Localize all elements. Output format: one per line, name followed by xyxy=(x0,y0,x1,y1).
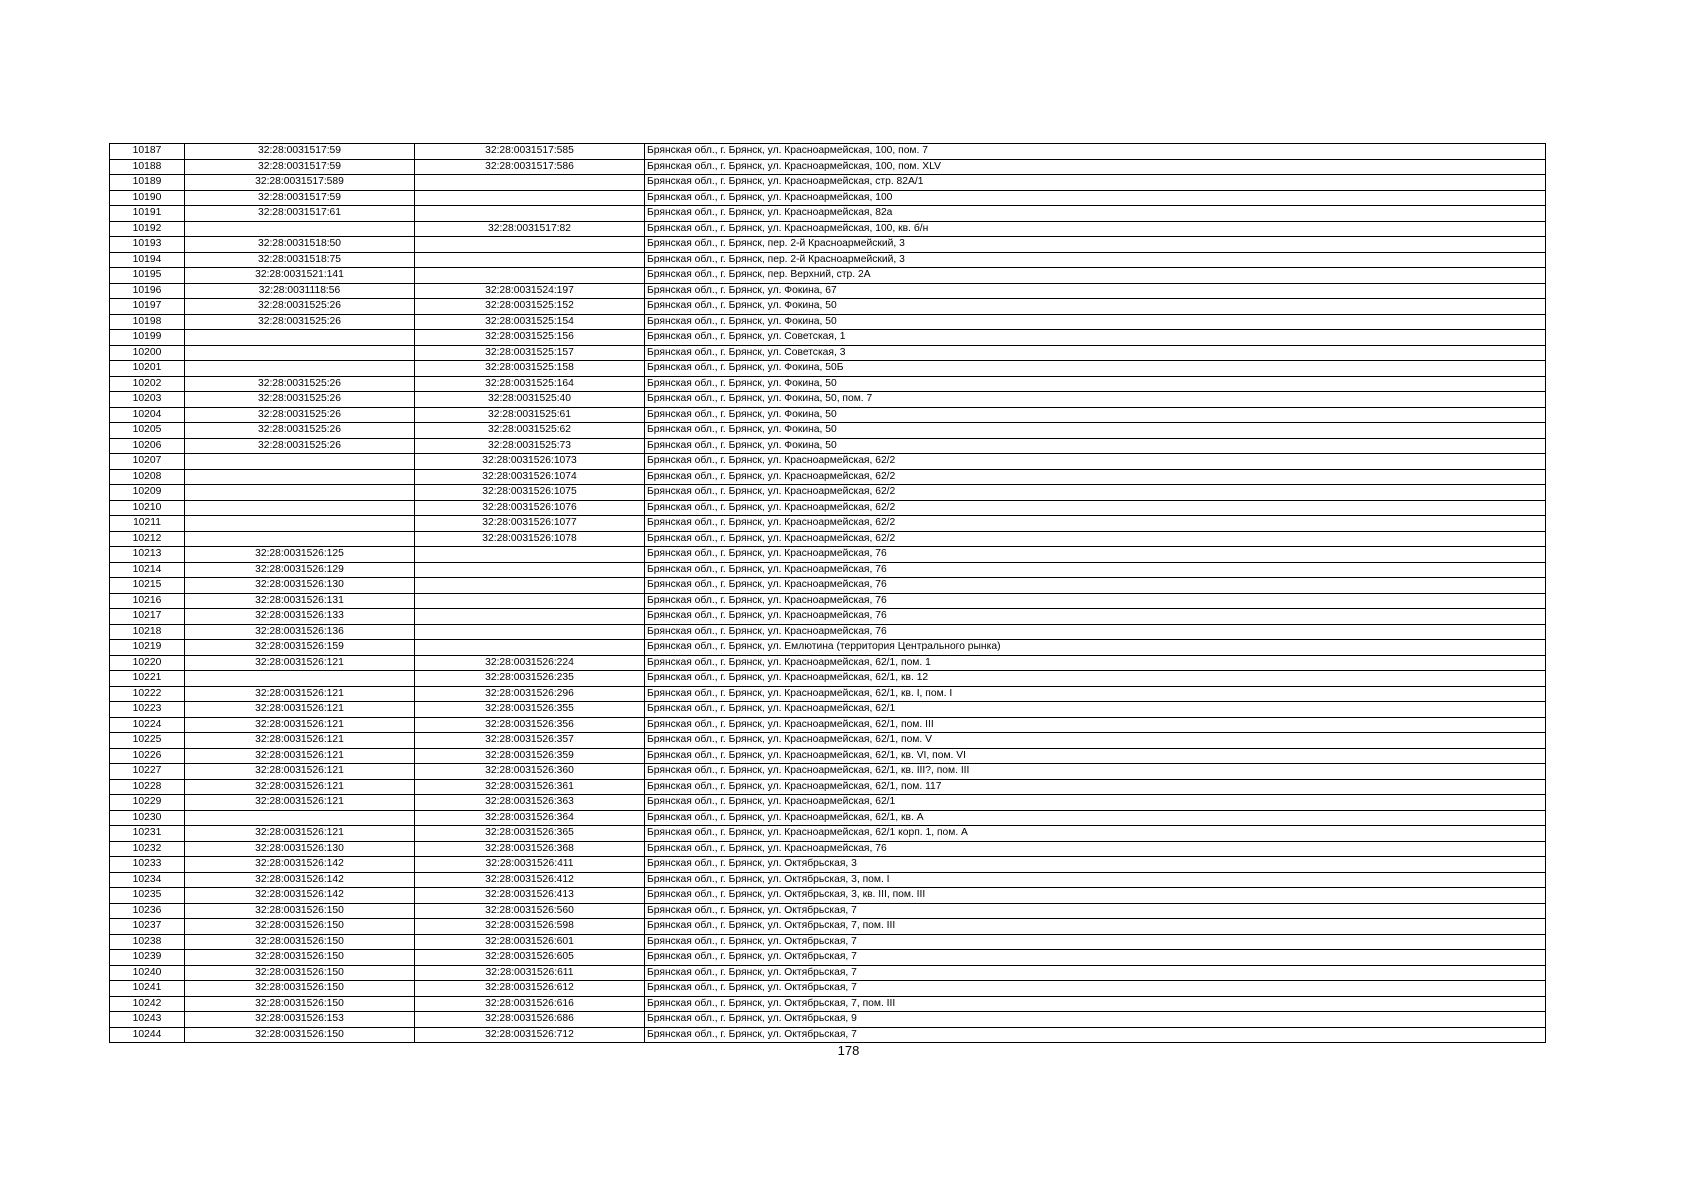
cadastral-number-cell: 32:28:0031525:154 xyxy=(415,314,645,330)
parent-cadastral-number-cell xyxy=(185,454,415,470)
row-number-cell: 10240 xyxy=(110,965,185,981)
row-number-cell: 10219 xyxy=(110,640,185,656)
address-cell: Брянская обл., г. Брянск, ул. Красноармейская, 62/1, кв. VI, пом. VI xyxy=(645,748,1546,764)
table-row xyxy=(110,221,1546,237)
parent-cadastral-number-cell: 32:28:0031526:153 xyxy=(185,1012,415,1028)
table-row xyxy=(110,888,1546,904)
cadastral-number-cell: 32:28:0031525:62 xyxy=(415,423,645,439)
row-number-cell: 10209 xyxy=(110,485,185,501)
row-number-cell: 10222 xyxy=(110,686,185,702)
cadastral-number-cell: 32:28:0031526:686 xyxy=(415,1012,645,1028)
table-row xyxy=(110,1027,1546,1043)
table-row xyxy=(110,531,1546,547)
cadastral-number-cell xyxy=(415,624,645,640)
row-number-cell: 10242 xyxy=(110,996,185,1012)
table-row xyxy=(110,717,1546,733)
cadastral-number-cell xyxy=(415,609,645,625)
row-number-cell: 10231 xyxy=(110,826,185,842)
address-cell: Брянская обл., г. Брянск, ул. Красноармейская, 62/2 xyxy=(645,454,1546,470)
row-number-cell: 10211 xyxy=(110,516,185,532)
table-row xyxy=(110,857,1546,873)
cadastral-number-cell: 32:28:0031526:712 xyxy=(415,1027,645,1043)
parent-cadastral-number-cell: 32:28:0031517:59 xyxy=(185,144,415,160)
parent-cadastral-number-cell: 32:28:0031525:26 xyxy=(185,376,415,392)
row-number-cell: 10243 xyxy=(110,1012,185,1028)
row-number-cell: 10213 xyxy=(110,547,185,563)
address-cell: Брянская обл., г. Брянск, ул. Фокина, 50, пом. 7 xyxy=(645,392,1546,408)
address-cell: Брянская обл., г. Брянск, ул. Октябрьская, 3, кв. III, пом. III xyxy=(645,888,1546,904)
parent-cadastral-number-cell: 32:28:0031526:136 xyxy=(185,624,415,640)
address-cell: Брянская обл., г. Брянск, ул. Фокина, 50 xyxy=(645,438,1546,454)
cadastral-number-cell: 32:28:0031525:156 xyxy=(415,330,645,346)
address-cell: Брянская обл., г. Брянск, ул. Красноармейская, 100 xyxy=(645,190,1546,206)
row-number-cell: 10215 xyxy=(110,578,185,594)
parent-cadastral-number-cell: 32:28:0031526:129 xyxy=(185,562,415,578)
row-number-cell: 10229 xyxy=(110,795,185,811)
parent-cadastral-number-cell: 32:28:0031526:133 xyxy=(185,609,415,625)
parent-cadastral-number-cell: 32:28:0031525:26 xyxy=(185,392,415,408)
table-row xyxy=(110,671,1546,687)
cadastral-number-cell: 32:28:0031526:616 xyxy=(415,996,645,1012)
row-number-cell: 10198 xyxy=(110,314,185,330)
registry-table xyxy=(109,143,1546,1043)
cadastral-number-cell xyxy=(415,190,645,206)
table-row xyxy=(110,330,1546,346)
row-number-cell: 10196 xyxy=(110,283,185,299)
table-row xyxy=(110,237,1546,253)
address-cell: Брянская обл., г. Брянск, ул. Октябрьская, 7, пом. III xyxy=(645,996,1546,1012)
table-row xyxy=(110,283,1546,299)
row-number-cell: 10203 xyxy=(110,392,185,408)
cadastral-number-cell: 32:28:0031526:601 xyxy=(415,934,645,950)
cadastral-number-cell: 32:28:0031526:356 xyxy=(415,717,645,733)
parent-cadastral-number-cell: 32:28:0031526:142 xyxy=(185,857,415,873)
parent-cadastral-number-cell xyxy=(185,469,415,485)
cadastral-number-cell xyxy=(415,593,645,609)
address-cell: Брянская обл., г. Брянск, ул. Фокина, 50Б xyxy=(645,361,1546,377)
parent-cadastral-number-cell: 32:28:0031526:150 xyxy=(185,981,415,997)
parent-cadastral-number-cell: 32:28:0031526:159 xyxy=(185,640,415,656)
cadastral-number-cell: 32:28:0031525:158 xyxy=(415,361,645,377)
table-row xyxy=(110,578,1546,594)
table-row xyxy=(110,485,1546,501)
address-cell: Брянская обл., г. Брянск, ул. Красноармейская, 76 xyxy=(645,593,1546,609)
cadastral-number-cell: 32:28:0031524:197 xyxy=(415,283,645,299)
cadastral-number-cell: 32:28:0031526:364 xyxy=(415,810,645,826)
row-number-cell: 10228 xyxy=(110,779,185,795)
address-cell: Брянская обл., г. Брянск, ул. Красноармейская, 62/1, пом. 1 xyxy=(645,655,1546,671)
parent-cadastral-number-cell: 32:28:0031526:130 xyxy=(185,578,415,594)
parent-cadastral-number-cell: 32:28:0031526:121 xyxy=(185,795,415,811)
row-number-cell: 10237 xyxy=(110,919,185,935)
table-row xyxy=(110,562,1546,578)
row-number-cell: 10239 xyxy=(110,950,185,966)
row-number-cell: 10207 xyxy=(110,454,185,470)
table-row xyxy=(110,795,1546,811)
address-cell: Брянская обл., г. Брянск, ул. Красноармейская, 76 xyxy=(645,578,1546,594)
table-row xyxy=(110,872,1546,888)
cadastral-number-cell xyxy=(415,547,645,563)
row-number-cell: 10204 xyxy=(110,407,185,423)
address-cell: Брянская обл., г. Брянск, ул. Фокина, 50 xyxy=(645,423,1546,439)
cadastral-number-cell: 32:28:0031526:363 xyxy=(415,795,645,811)
parent-cadastral-number-cell: 32:28:0031526:121 xyxy=(185,655,415,671)
row-number-cell: 10200 xyxy=(110,345,185,361)
row-number-cell: 10216 xyxy=(110,593,185,609)
cadastral-number-cell: 32:28:0031526:224 xyxy=(415,655,645,671)
cadastral-number-cell: 32:28:0031517:585 xyxy=(415,144,645,160)
row-number-cell: 10188 xyxy=(110,159,185,175)
address-cell: Брянская обл., г. Брянск, ул. Красноармейская, 62/1, пом. V xyxy=(645,733,1546,749)
address-cell: Брянская обл., г. Брянск, ул. Красноармейская, 62/1, пом. III xyxy=(645,717,1546,733)
row-number-cell: 10218 xyxy=(110,624,185,640)
address-cell: Брянская обл., г. Брянск, ул. Красноармейская, 100, пом. XLV xyxy=(645,159,1546,175)
row-number-cell: 10199 xyxy=(110,330,185,346)
parent-cadastral-number-cell: 32:28:0031517:59 xyxy=(185,190,415,206)
row-number-cell: 10244 xyxy=(110,1027,185,1043)
table-row xyxy=(110,423,1546,439)
page-number: 178 xyxy=(837,1043,860,1058)
row-number-cell: 10201 xyxy=(110,361,185,377)
table-row xyxy=(110,826,1546,842)
parent-cadastral-number-cell xyxy=(185,361,415,377)
row-number-cell: 10227 xyxy=(110,764,185,780)
table-row xyxy=(110,252,1546,268)
parent-cadastral-number-cell: 32:28:0031526:150 xyxy=(185,950,415,966)
cadastral-number-cell xyxy=(415,562,645,578)
address-cell: Брянская обл., г. Брянск, ул. Красноармейская, 62/1, пом. 117 xyxy=(645,779,1546,795)
row-number-cell: 10197 xyxy=(110,299,185,315)
parent-cadastral-number-cell: 32:28:0031525:26 xyxy=(185,438,415,454)
address-cell: Брянская обл., г. Брянск, ул. Октябрьская, 3 xyxy=(645,857,1546,873)
cadastral-number-cell xyxy=(415,206,645,222)
cadastral-number-cell: 32:28:0031525:157 xyxy=(415,345,645,361)
cadastral-number-cell xyxy=(415,268,645,284)
address-cell: Брянская обл., г. Брянск, ул. Красноармейская, 62/1 xyxy=(645,702,1546,718)
cadastral-number-cell: 32:28:0031517:82 xyxy=(415,221,645,237)
row-number-cell: 10190 xyxy=(110,190,185,206)
row-number-cell: 10202 xyxy=(110,376,185,392)
row-number-cell: 10241 xyxy=(110,981,185,997)
table-row xyxy=(110,624,1546,640)
address-cell: Брянская обл., г. Брянск, ул. Красноармейская, 62/1, кв. III?, пом. III xyxy=(645,764,1546,780)
address-cell: Брянская обл., г. Брянск, ул. Красноармейская, 62/1 xyxy=(645,795,1546,811)
address-cell: Брянская обл., г. Брянск, ул. Красноармейская, 82а xyxy=(645,206,1546,222)
address-cell: Брянская обл., г. Брянск, пер. 2-й Красноармейский, 3 xyxy=(645,237,1546,253)
table-row xyxy=(110,144,1546,160)
table-row xyxy=(110,206,1546,222)
row-number-cell: 10238 xyxy=(110,934,185,950)
address-cell: Брянская обл., г. Брянск, ул. Октябрьская, 7 xyxy=(645,934,1546,950)
cadastral-number-cell: 32:28:0031525:152 xyxy=(415,299,645,315)
parent-cadastral-number-cell: 32:28:0031526:150 xyxy=(185,903,415,919)
row-number-cell: 10205 xyxy=(110,423,185,439)
address-cell: Брянская обл., г. Брянск, ул. Октябрьская, 9 xyxy=(645,1012,1546,1028)
parent-cadastral-number-cell xyxy=(185,500,415,516)
table-row xyxy=(110,593,1546,609)
cadastral-number-cell: 32:28:0031525:40 xyxy=(415,392,645,408)
parent-cadastral-number-cell: 32:28:0031526:125 xyxy=(185,547,415,563)
table-row xyxy=(110,175,1546,191)
address-cell: Брянская обл., г. Брянск, ул. Фокина, 50 xyxy=(645,314,1546,330)
parent-cadastral-number-cell: 32:28:0031526:130 xyxy=(185,841,415,857)
cadastral-number-cell xyxy=(415,237,645,253)
row-number-cell: 10224 xyxy=(110,717,185,733)
parent-cadastral-number-cell: 32:28:0031526:121 xyxy=(185,733,415,749)
parent-cadastral-number-cell: 32:28:0031526:121 xyxy=(185,826,415,842)
table-row xyxy=(110,609,1546,625)
parent-cadastral-number-cell: 32:28:0031526:142 xyxy=(185,888,415,904)
table-row xyxy=(110,500,1546,516)
cadastral-number-cell: 32:28:0031526:1075 xyxy=(415,485,645,501)
address-cell: Брянская обл., г. Брянск, ул. Красноармейская, 62/2 xyxy=(645,469,1546,485)
table-row xyxy=(110,965,1546,981)
address-cell: Брянская обл., г. Брянск, ул. Октябрьская, 7 xyxy=(645,965,1546,981)
address-cell: Брянская обл., г. Брянск, пер. 2-й Красноармейский, 3 xyxy=(645,252,1546,268)
address-cell: Брянская обл., г. Брянск, пер. Верхний, стр. 2А xyxy=(645,268,1546,284)
parent-cadastral-number-cell xyxy=(185,671,415,687)
row-number-cell: 10210 xyxy=(110,500,185,516)
address-cell: Брянская обл., г. Брянск, ул. Фокина, 50 xyxy=(645,299,1546,315)
parent-cadastral-number-cell: 32:28:0031526:142 xyxy=(185,872,415,888)
cadastral-number-cell: 32:28:0031517:586 xyxy=(415,159,645,175)
table-row xyxy=(110,190,1546,206)
table-row xyxy=(110,361,1546,377)
address-cell: Брянская обл., г. Брянск, ул. Красноармейская, 76 xyxy=(645,562,1546,578)
row-number-cell: 10187 xyxy=(110,144,185,160)
cadastral-number-cell: 32:28:0031526:411 xyxy=(415,857,645,873)
table-row xyxy=(110,702,1546,718)
parent-cadastral-number-cell: 32:28:0031517:61 xyxy=(185,206,415,222)
table-row xyxy=(110,159,1546,175)
table-row xyxy=(110,810,1546,826)
parent-cadastral-number-cell: 32:28:0031525:26 xyxy=(185,423,415,439)
table-row xyxy=(110,981,1546,997)
row-number-cell: 10226 xyxy=(110,748,185,764)
cadastral-number-cell xyxy=(415,578,645,594)
address-cell: Брянская обл., г. Брянск, ул. Красноармейская, 62/2 xyxy=(645,516,1546,532)
cadastral-number-cell: 32:28:0031526:296 xyxy=(415,686,645,702)
table-row xyxy=(110,516,1546,532)
table-row xyxy=(110,407,1546,423)
table-row xyxy=(110,903,1546,919)
parent-cadastral-number-cell: 32:28:0031517:589 xyxy=(185,175,415,191)
parent-cadastral-number-cell xyxy=(185,330,415,346)
address-cell: Брянская обл., г. Брянск, ул. Октябрьская, 7 xyxy=(645,950,1546,966)
address-cell: Брянская обл., г. Брянск, ул. Красноармейская, 62/2 xyxy=(645,485,1546,501)
cadastral-number-cell xyxy=(415,175,645,191)
table-row xyxy=(110,438,1546,454)
address-cell: Брянская обл., г. Брянск, ул. Октябрьская, 7 xyxy=(645,903,1546,919)
cadastral-number-cell: 32:28:0031526:355 xyxy=(415,702,645,718)
address-cell: Брянская обл., г. Брянск, ул. Красноармейская, 62/2 xyxy=(645,500,1546,516)
row-number-cell: 10234 xyxy=(110,872,185,888)
cadastral-number-cell xyxy=(415,640,645,656)
parent-cadastral-number-cell: 32:28:0031518:50 xyxy=(185,237,415,253)
row-number-cell: 10192 xyxy=(110,221,185,237)
address-cell: Брянская обл., г. Брянск, ул. Красноармейская, 100, пом. 7 xyxy=(645,144,1546,160)
row-number-cell: 10232 xyxy=(110,841,185,857)
address-cell: Брянская обл., г. Брянск, ул. Красноармейская, 62/1, кв. I, пом. I xyxy=(645,686,1546,702)
cadastral-number-cell: 32:28:0031526:1077 xyxy=(415,516,645,532)
address-cell: Брянская обл., г. Брянск, ул. Красноармейская, стр. 82А/1 xyxy=(645,175,1546,191)
row-number-cell: 10193 xyxy=(110,237,185,253)
parent-cadastral-number-cell xyxy=(185,221,415,237)
parent-cadastral-number-cell: 32:28:0031526:121 xyxy=(185,702,415,718)
address-cell: Брянская обл., г. Брянск, ул. Октябрьская, 7 xyxy=(645,981,1546,997)
address-cell: Брянская обл., г. Брянск, ул. Советская, 1 xyxy=(645,330,1546,346)
parent-cadastral-number-cell xyxy=(185,516,415,532)
cadastral-number-cell: 32:28:0031526:357 xyxy=(415,733,645,749)
row-number-cell: 10214 xyxy=(110,562,185,578)
row-number-cell: 10212 xyxy=(110,531,185,547)
parent-cadastral-number-cell xyxy=(185,531,415,547)
cadastral-number-cell: 32:28:0031526:1078 xyxy=(415,531,645,547)
address-cell: Брянская обл., г. Брянск, ул. Фокина, 67 xyxy=(645,283,1546,299)
table-row xyxy=(110,547,1546,563)
parent-cadastral-number-cell: 32:28:0031526:121 xyxy=(185,748,415,764)
address-cell: Брянская обл., г. Брянск, ул. Красноармейская, 100, кв. б/н xyxy=(645,221,1546,237)
parent-cadastral-number-cell: 32:28:0031526:150 xyxy=(185,1027,415,1043)
cadastral-number-cell xyxy=(415,252,645,268)
row-number-cell: 10208 xyxy=(110,469,185,485)
registry-table-body xyxy=(110,144,1546,1043)
row-number-cell: 10230 xyxy=(110,810,185,826)
parent-cadastral-number-cell: 32:28:0031525:26 xyxy=(185,407,415,423)
cadastral-number-cell: 32:28:0031526:612 xyxy=(415,981,645,997)
row-number-cell: 10195 xyxy=(110,268,185,284)
row-number-cell: 10236 xyxy=(110,903,185,919)
cadastral-number-cell: 32:28:0031525:73 xyxy=(415,438,645,454)
address-cell: Брянская обл., г. Брянск, ул. Красноармейская, 62/1, кв. А xyxy=(645,810,1546,826)
table-row xyxy=(110,299,1546,315)
parent-cadastral-number-cell: 32:28:0031525:26 xyxy=(185,314,415,330)
address-cell: Брянская обл., г. Брянск, ул. Емлютина (территория Центрального рынка) xyxy=(645,640,1546,656)
parent-cadastral-number-cell xyxy=(185,485,415,501)
table-row xyxy=(110,392,1546,408)
parent-cadastral-number-cell: 32:28:0031526:150 xyxy=(185,934,415,950)
parent-cadastral-number-cell: 32:28:0031521:141 xyxy=(185,268,415,284)
address-cell: Брянская обл., г. Брянск, ул. Красноармейская, 62/1, кв. 12 xyxy=(645,671,1546,687)
table-row xyxy=(110,686,1546,702)
parent-cadastral-number-cell: 32:28:0031526:121 xyxy=(185,779,415,795)
parent-cadastral-number-cell: 32:28:0031518:75 xyxy=(185,252,415,268)
row-number-cell: 10217 xyxy=(110,609,185,625)
table-row xyxy=(110,376,1546,392)
address-cell: Брянская обл., г. Брянск, ул. Октябрьская, 7 xyxy=(645,1027,1546,1043)
cadastral-number-cell: 32:28:0031526:412 xyxy=(415,872,645,888)
parent-cadastral-number-cell: 32:28:0031517:59 xyxy=(185,159,415,175)
table-row xyxy=(110,779,1546,795)
row-number-cell: 10206 xyxy=(110,438,185,454)
row-number-cell: 10191 xyxy=(110,206,185,222)
cadastral-number-cell: 32:28:0031526:1074 xyxy=(415,469,645,485)
parent-cadastral-number-cell: 32:28:0031526:150 xyxy=(185,965,415,981)
cadastral-number-cell: 32:28:0031526:360 xyxy=(415,764,645,780)
address-cell: Брянская обл., г. Брянск, ул. Красноармейская, 76 xyxy=(645,841,1546,857)
parent-cadastral-number-cell: 32:28:0031526:131 xyxy=(185,593,415,609)
cadastral-number-cell: 32:28:0031525:61 xyxy=(415,407,645,423)
row-number-cell: 10223 xyxy=(110,702,185,718)
parent-cadastral-number-cell xyxy=(185,345,415,361)
parent-cadastral-number-cell: 32:28:0031526:121 xyxy=(185,764,415,780)
cadastral-number-cell: 32:28:0031526:365 xyxy=(415,826,645,842)
cadastral-number-cell: 32:28:0031526:611 xyxy=(415,965,645,981)
address-cell: Брянская обл., г. Брянск, ул. Фокина, 50 xyxy=(645,407,1546,423)
table-row xyxy=(110,1012,1546,1028)
row-number-cell: 10194 xyxy=(110,252,185,268)
cadastral-number-cell: 32:28:0031526:605 xyxy=(415,950,645,966)
table-row xyxy=(110,934,1546,950)
table-row xyxy=(110,919,1546,935)
row-number-cell: 10225 xyxy=(110,733,185,749)
row-number-cell: 10220 xyxy=(110,655,185,671)
address-cell: Брянская обл., г. Брянск, ул. Красноармейская, 76 xyxy=(645,624,1546,640)
address-cell: Брянская обл., г. Брянск, ул. Красноармейская, 62/2 xyxy=(645,531,1546,547)
cadastral-number-cell: 32:28:0031526:235 xyxy=(415,671,645,687)
table-row xyxy=(110,764,1546,780)
address-cell: Брянская обл., г. Брянск, ул. Красноармейская, 62/1 корп. 1, пом. А xyxy=(645,826,1546,842)
cadastral-number-cell: 32:28:0031526:413 xyxy=(415,888,645,904)
address-cell: Брянская обл., г. Брянск, ул. Октябрьская, 3, пом. I xyxy=(645,872,1546,888)
cadastral-number-cell: 32:28:0031526:1073 xyxy=(415,454,645,470)
cadastral-number-cell: 32:28:0031526:598 xyxy=(415,919,645,935)
table-row xyxy=(110,996,1546,1012)
table-row xyxy=(110,640,1546,656)
parent-cadastral-number-cell: 32:28:0031526:121 xyxy=(185,717,415,733)
cadastral-number-cell: 32:28:0031526:359 xyxy=(415,748,645,764)
row-number-cell: 10235 xyxy=(110,888,185,904)
table-row xyxy=(110,314,1546,330)
parent-cadastral-number-cell xyxy=(185,810,415,826)
parent-cadastral-number-cell: 32:28:0031526:121 xyxy=(185,686,415,702)
row-number-cell: 10233 xyxy=(110,857,185,873)
table-row xyxy=(110,733,1546,749)
parent-cadastral-number-cell: 32:28:0031526:150 xyxy=(185,919,415,935)
address-cell: Брянская обл., г. Брянск, ул. Фокина, 50 xyxy=(645,376,1546,392)
table-row xyxy=(110,748,1546,764)
row-number-cell: 10221 xyxy=(110,671,185,687)
parent-cadastral-number-cell: 32:28:0031118:56 xyxy=(185,283,415,299)
row-number-cell: 10189 xyxy=(110,175,185,191)
table-row xyxy=(110,454,1546,470)
cadastral-number-cell: 32:28:0031526:560 xyxy=(415,903,645,919)
address-cell: Брянская обл., г. Брянск, ул. Красноармейская, 76 xyxy=(645,609,1546,625)
address-cell: Брянская обл., г. Брянск, ул. Советская, 3 xyxy=(645,345,1546,361)
table-row xyxy=(110,268,1546,284)
table-row xyxy=(110,469,1546,485)
cadastral-number-cell: 32:28:0031526:361 xyxy=(415,779,645,795)
table-row xyxy=(110,950,1546,966)
table-row xyxy=(110,345,1546,361)
address-cell: Брянская обл., г. Брянск, ул. Октябрьская, 7, пом. III xyxy=(645,919,1546,935)
table-row xyxy=(110,655,1546,671)
cadastral-number-cell: 32:28:0031525:164 xyxy=(415,376,645,392)
address-cell: Брянская обл., г. Брянск, ул. Красноармейская, 76 xyxy=(645,547,1546,563)
cadastral-number-cell: 32:28:0031526:368 xyxy=(415,841,645,857)
table-row xyxy=(110,841,1546,857)
cadastral-number-cell: 32:28:0031526:1076 xyxy=(415,500,645,516)
parent-cadastral-number-cell: 32:28:0031526:150 xyxy=(185,996,415,1012)
parent-cadastral-number-cell: 32:28:0031525:26 xyxy=(185,299,415,315)
